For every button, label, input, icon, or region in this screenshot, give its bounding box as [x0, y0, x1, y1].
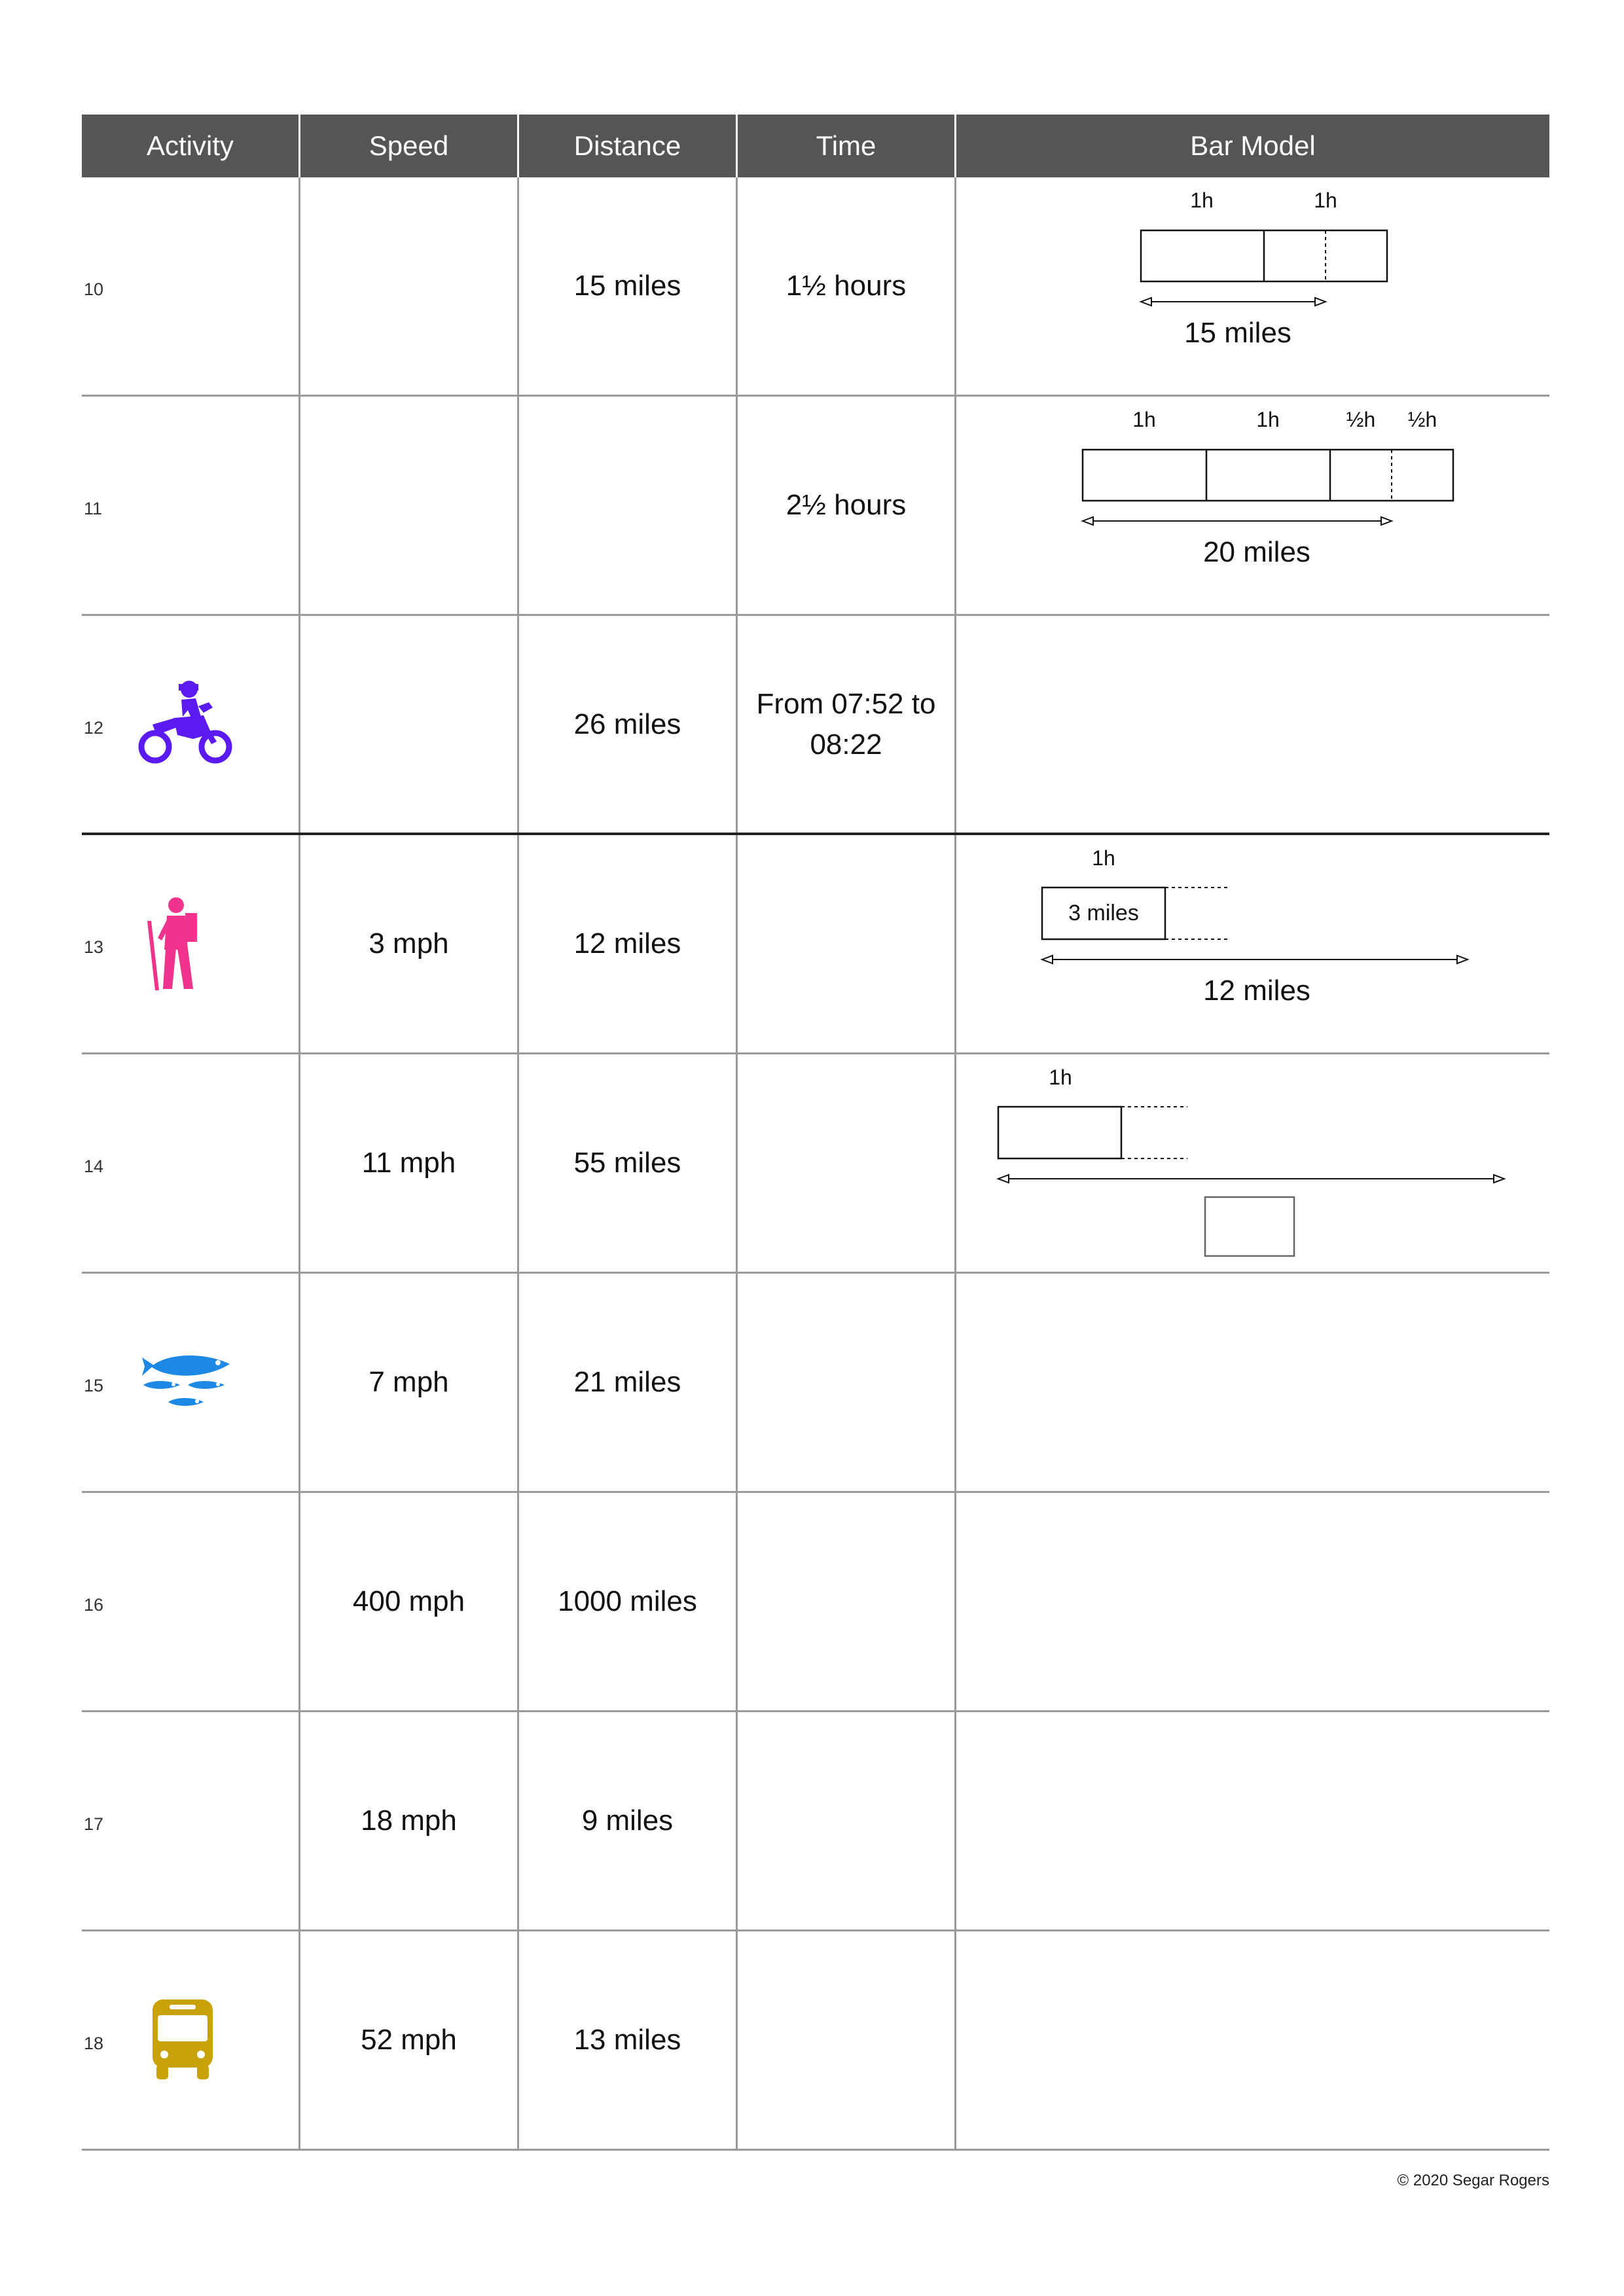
bar-outline: [1083, 450, 1453, 501]
bar-model-diagram: [956, 835, 1549, 1054]
bar-label: 1h: [1092, 846, 1115, 870]
distance-cell: [519, 616, 738, 833]
box-label: 3 miles: [1068, 901, 1139, 925]
speed-cell: [300, 177, 519, 395]
speed-value: 7 mph: [369, 1366, 449, 1398]
row-number: 14: [84, 1157, 104, 1176]
speed-cell: [300, 397, 519, 614]
activity-cell: [82, 835, 300, 1052]
time-cell: [738, 177, 956, 395]
bar-model-diagram: [956, 1054, 1549, 1274]
distance-cell: [519, 1054, 738, 1272]
row-number: 11: [84, 499, 103, 518]
speed-cell: [300, 1712, 519, 1929]
hiker-icon: [142, 895, 208, 993]
activity-cell: [82, 1493, 300, 1710]
table-header: [82, 115, 1549, 177]
header-distance: Distance: [519, 115, 738, 177]
row-number: 17: [84, 1814, 104, 1834]
distance-cell: [519, 1493, 738, 1710]
bar-model-cell: [956, 177, 1549, 395]
table-row: [82, 1931, 1549, 2151]
header-time: Time: [738, 115, 956, 177]
time-value: 1½ hours: [785, 270, 907, 302]
bar-model-cell: [956, 1054, 1549, 1272]
table-row: [82, 1274, 1549, 1493]
speed-value: 11 mph: [361, 1147, 456, 1179]
arrowhead-right: [1315, 298, 1326, 306]
time-cell: [738, 1054, 956, 1272]
table-row: [82, 1054, 1549, 1274]
header-bar-model: Bar Model: [1190, 130, 1316, 161]
speed-cell: [300, 835, 519, 1052]
arrow-label: 12 miles: [1203, 975, 1310, 1007]
bar-label: 1h: [1049, 1066, 1072, 1089]
distance-value: 12 miles: [573, 927, 681, 960]
table-row: [82, 1712, 1549, 1931]
activity-cell: [82, 177, 300, 395]
answer-box: [1205, 1197, 1294, 1256]
table-row: [82, 397, 1549, 616]
arrowhead-right: [1494, 1175, 1504, 1183]
bar-model-cell: [956, 397, 1549, 614]
arrow-label: 20 miles: [1203, 536, 1310, 568]
distance-cell: [519, 177, 738, 395]
arrowhead-left: [1141, 298, 1151, 306]
bar-model-cell: [956, 1712, 1549, 1929]
bar-label: 1h: [1132, 408, 1156, 431]
table-body: [82, 177, 1549, 2151]
fish-icon: [142, 1350, 234, 1415]
bar-model-cell: [956, 835, 1549, 1052]
time-value: From 07:52 to 08:22: [756, 687, 936, 761]
time-cell: [738, 1931, 956, 2149]
distance-value: 15 miles: [573, 270, 681, 302]
distance-cell: [519, 835, 738, 1052]
distance-cell: [519, 1712, 738, 1929]
activity-cell: [82, 1054, 300, 1272]
bar-model-cell: [956, 616, 1549, 833]
bar-label: 1h: [1190, 188, 1214, 212]
bar-outline: [998, 1107, 1121, 1158]
bus-icon: [150, 2000, 215, 2081]
header-speed: Speed: [300, 115, 519, 177]
speed-value: 18 mph: [361, 1804, 457, 1837]
arrow-label: 15 miles: [1184, 317, 1291, 349]
bar-model-cell: [956, 1931, 1549, 2149]
bar-label: ½h: [1346, 408, 1376, 431]
time-cell: [738, 1493, 956, 1710]
header-activity: Activity: [82, 115, 300, 177]
arrowhead-left: [998, 1175, 1009, 1183]
distance-value: 55 miles: [573, 1147, 681, 1179]
row-number: 16: [84, 1595, 104, 1615]
distance-cell: [519, 397, 738, 614]
bar-label: ½h: [1407, 408, 1437, 431]
time-cell: [738, 397, 956, 614]
activity-cell: [82, 1712, 300, 1929]
row-number: 13: [84, 937, 104, 957]
time-cell: [738, 616, 956, 833]
row-number: 15: [84, 1376, 104, 1395]
speed-cell: [300, 1054, 519, 1272]
speed-cell: [300, 616, 519, 833]
speed-value: 52 mph: [361, 2024, 457, 2056]
bar-model-cell: [956, 1493, 1549, 1710]
activity-cell: [82, 1274, 300, 1491]
time-cell: [738, 1274, 956, 1491]
distance-cell: [519, 1274, 738, 1491]
speed-cell: [300, 1931, 519, 2149]
table-row: [82, 177, 1549, 397]
arrowhead-right: [1381, 517, 1392, 525]
row-number: 12: [84, 717, 104, 738]
speed-value: 3 mph: [369, 927, 449, 960]
row-number: 18: [84, 2034, 104, 2053]
distance-value: 9 miles: [581, 1804, 674, 1837]
table-row: [82, 616, 1549, 835]
arrowhead-right: [1457, 956, 1468, 963]
distance-value: 21 miles: [573, 1366, 681, 1398]
speed-cell: [300, 1274, 519, 1491]
bar-model-diagram: [956, 177, 1549, 397]
bar-label: 1h: [1256, 408, 1280, 431]
activity-cell: [82, 397, 300, 614]
activity-cell: [82, 1931, 300, 2149]
time-cell: [738, 1712, 956, 1929]
distance-value: 26 miles: [573, 708, 681, 740]
copyright-footer: © 2020 Segar Rogers: [1397, 2172, 1549, 2189]
distance-cell: [519, 1931, 738, 2149]
bar-label: 1h: [1314, 188, 1337, 212]
bar-model-diagram: [956, 397, 1549, 616]
bar-model-cell: [956, 1274, 1549, 1491]
speed-value: 400 mph: [352, 1585, 465, 1617]
time-value: 2½ hours: [785, 489, 907, 521]
time-cell: [738, 835, 956, 1052]
arrowhead-left: [1083, 517, 1093, 525]
table-row: [82, 1493, 1549, 1712]
distance-value: 13 miles: [573, 2024, 681, 2056]
activity-cell: [82, 616, 300, 833]
arrowhead-left: [1042, 956, 1053, 963]
row-number: 10: [84, 279, 104, 299]
speed-cell: [300, 1493, 519, 1710]
table-row: [82, 835, 1549, 1054]
distance-value: 1000 miles: [558, 1585, 697, 1617]
motorcycle-icon: [135, 679, 234, 770]
